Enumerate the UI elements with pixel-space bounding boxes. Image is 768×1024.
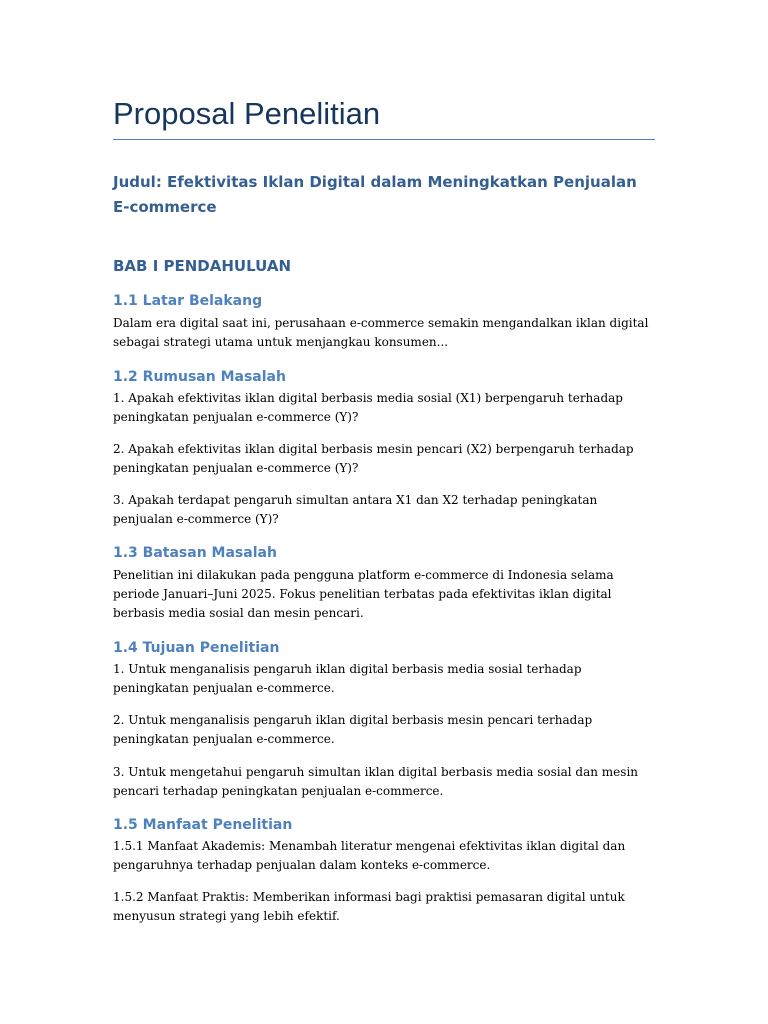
section-heading-rumusan-masalah: 1.2 Rumusan Masalah <box>113 369 286 385</box>
list-item-tujuan-3: 3. Untuk mengetahui pengaruh simultan iklan digital berbasis media sosial dan mesin pencari terhadap peningkatan penjualan e-commerce. <box>113 765 639 798</box>
list-item-rumusan-1: 1. Apakah efektivitas iklan digital berbasis media sosial (X1) berpengaruh terhadap peningkatan penjualan e-commerce (Y)? <box>113 391 623 424</box>
paragraph-manfaat-praktis: 1.5.2 Manfaat Praktis: Memberikan informasi bagi praktisi pemasaran digital untuk menyusun strategi yang lebih efektif. <box>113 890 625 923</box>
title-divider <box>113 139 655 140</box>
paragraph-batasan-masalah: Penelitian ini dilakukan pada pengguna platform e-commerce di Indonesia selama periode Januari–Juni 2025. Fokus penelitian terbatas pada efektivitas iklan digital berbasis media sosial dan mesin pencari. <box>113 568 614 620</box>
section-heading-latar-belakang: 1.1 Latar Belakang <box>113 293 263 309</box>
list-item-tujuan-1: 1. Untuk menganalisis pengaruh iklan digital berbasis media sosial terhadap peningkatan penjualan e-commerce. <box>113 662 582 695</box>
list-item-rumusan-3: 3. Apakah terdapat pengaruh simultan antara X1 dan X2 terhadap peningkatan penjualan e-commerce (Y)? <box>113 493 598 526</box>
paragraph-latar-belakang: Dalam era digital saat ini, perusahaan e-commerce semakin mengandalkan iklan digital sebagai strategi utama untuk menjangkau konsumen... <box>113 316 649 349</box>
research-title: Judul: Efektivitas Iklan Digital dalam Meningkatkan Penjualan E-commerce <box>113 173 637 216</box>
section-heading-tujuan-penelitian: 1.4 Tujuan Penelitian <box>113 640 280 656</box>
section-heading-manfaat-penelitian: 1.5 Manfaat Penelitian <box>113 817 293 833</box>
chapter-heading: BAB I PENDAHULUAN <box>113 257 291 275</box>
list-item-tujuan-2: 2. Untuk menganalisis pengaruh iklan digital berbasis mesin pencari terhadap peningkatan penjualan e-commerce. <box>113 713 593 746</box>
section-heading-batasan-masalah: 1.3 Batasan Masalah <box>113 545 277 561</box>
document-title: Proposal Penelitian <box>113 96 381 131</box>
list-item-rumusan-2: 2. Apakah efektivitas iklan digital berbasis mesin pencari (X2) berpengaruh terhadap peningkatan penjualan e-commerce (Y)? <box>113 442 634 475</box>
paragraph-manfaat-akademis: 1.5.1 Manfaat Akademis: Menambah literatur mengenai efektivitas iklan digital dan pengaruhnya terhadap penjualan dalam konteks e-commerce. <box>113 839 626 872</box>
